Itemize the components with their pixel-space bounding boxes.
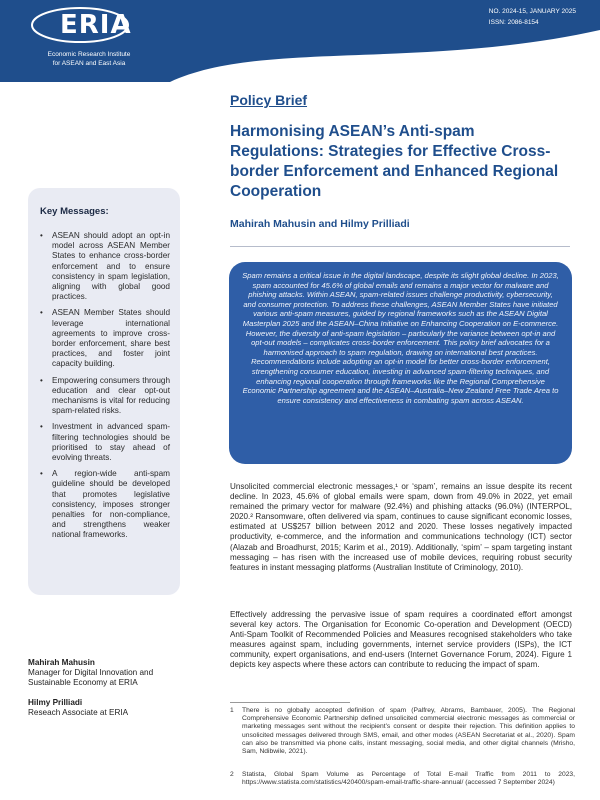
body-paragraph: Unsolicited commercial electronic messages,¹ or ‘spam’, remains an issue despite its recent decline. In 2023, 45.6% of global emails were spam, down from 49.0% in 2022, yet email remained the primary vector for malware (92.4%) and phishing attacks (96.0%) (INTERPOL, 2020.² Ransomware, often delivered via spam, continues to cause significant economic losses, estimated at US$257 billion between 2012 and 2020. These losses negatively impacted productivity, e-commerce, and the information and communications technology (ICT) sector (Alazab and Broadhurst, 2015; Karim et al., 2019). Additionally, ‘spim’ – spam targeting instant messaging – has risen with the increased use of mobile devices, requiring robust security features in instant messaging platforms (Australian Institute of Criminology, 2010). [230, 482, 572, 572]
key-message-item: • ASEAN should adopt an opt-in model across ASEAN Member States to enhance cross-border enforcement and to ensure consistency in spam legislation, aligning with global good practices. [40, 231, 170, 302]
divider [230, 246, 570, 247]
abstract-box: Spam remains a critical issue in the digital landscape, despite its slight global decline. In 2023, spam accounted for 45.6% of global emails and remains a major vector for malware and phishing attacks. Within ASEAN, spam-related issues challenge productivity, cybersecurity, and consumer protection. To address these challenges, ASEAN Member States have initiated various anti-spam measures, guided by regional frameworks such as the ASEAN Digital Masterplan 2025 and the ASEAN–China Initiative on Enhancing Cooperation on E-commerce. However, the diversity of anti-spam legislation – particularly the variance between opt-in and opt-out models – complicates cross-border enforcement. This policy brief advocates for a harmonised approach to spam regulation, drawing on international best practices. Recommendations include adopting an opt-in model for better cross-border enforcement, strengthening consumer education, investing in advanced spam-filtering techniques, and enhancing regional cooperation through frameworks like the Regional Comprehensive Economic Partnership agreement and the ASEAN–Australia–New Zealand Free Trade Area to ensure consistency and effectiveness in combating spam across ASEAN. [229, 262, 572, 464]
author-info [28, 658, 198, 728]
footnote-text: There is no globally accepted definition of spam (Palfrey, Abrams, Bambauer, 2005). The Regional Comprehensive Economic Partnership defined unsolicited commercial electronic messages as commercial or marketing messages sent without the recipient’s consent or despite their rejection. This definition applies to unsolicited messages delivered through SMS, email, and other modes (ASEAN Secretariat et al., 2020). Spam can also be transmitted via phone calls, instant messaging, social media, and other digital channels (Mrisho, Sam, Ndibwile, 2021). [242, 707, 575, 756]
key-message-item: • A region-wide anti-spam guideline should be developed that promotes legislative consistency, imposes stronger penalties for non-compliance, and strengthens weaker national frameworks. [40, 469, 170, 540]
footnote-divider [230, 702, 350, 703]
key-message-item: • Investment in advanced spam-filtering technologies should be prioritised to stay ahead of evolving threats. [40, 422, 170, 463]
issue-number: NO. 2024-15, JANUARY 2025 [488, 8, 576, 15]
key-messages-box [28, 188, 180, 595]
footnote [230, 771, 575, 787]
key-message-item: • ASEAN Member States should leverage international agreements to improve cross-border enforcement, share best practices, and foster joint capacity building. [40, 308, 170, 369]
key-messages-list [38, 231, 170, 541]
author-block [28, 698, 198, 718]
footnote-text: Statista, Global Spam Volume as Percentage of Total E-mail Traffic from 2011 to 2023, https://www.statista.com/statistics/420400/spam-email-traffic-share-annual/ (accessed 7 September 2024) [242, 771, 575, 787]
section-label: Policy Brief [230, 92, 308, 108]
author-role: Reseach Associate at ERIA [28, 708, 129, 717]
author-name: Mahirah Mahusin [28, 658, 95, 667]
key-messages-title: Key Messages: [40, 206, 109, 217]
author-block [28, 658, 198, 688]
footnote-number: 2 [230, 771, 234, 778]
logo-text: ERIA [60, 10, 132, 40]
author-role: Manager for Digital Innovation and Sustainable Economy at ERIA [28, 668, 154, 687]
key-message-item: • Empowering consumers through education and clear opt-out mechanisms is vital for reducing spam-related risks. [40, 375, 170, 416]
body-paragraph: Effectively addressing the pervasive issue of spam requires a coordinated effort amongst several key actors. The Organisation for Economic Co-operation and Development (OECD) Anti-Spam Toolkit of Recommended Policies and Measures recognised stakeholders who take measures against spam, including governments, internet service providers (ISPs), the ICT community, expert organisations, and end-users (Internet Governance Forum, 2024). Figure 1 depicts key aspects where these actors can contribute to reducing the impact of spam. [230, 610, 572, 670]
author-name: Hilmy Prilliadi [28, 698, 83, 707]
byline: Mahirah Mahusin and Hilmy Prilliadi [230, 218, 410, 230]
issn: ISSN: 2086-8154 [488, 19, 539, 26]
footnote-number: 1 [230, 707, 234, 714]
issue-info [489, 6, 576, 28]
footnote [230, 707, 575, 756]
page-title: Harmonising ASEAN’s Anti-spam Regulations: Strategies for Effective Cross-border Enforcement and Enhanced Regional Cooperation [230, 123, 559, 200]
organization-name: Economic Research Institute for ASEAN and East Asia [47, 51, 131, 67]
